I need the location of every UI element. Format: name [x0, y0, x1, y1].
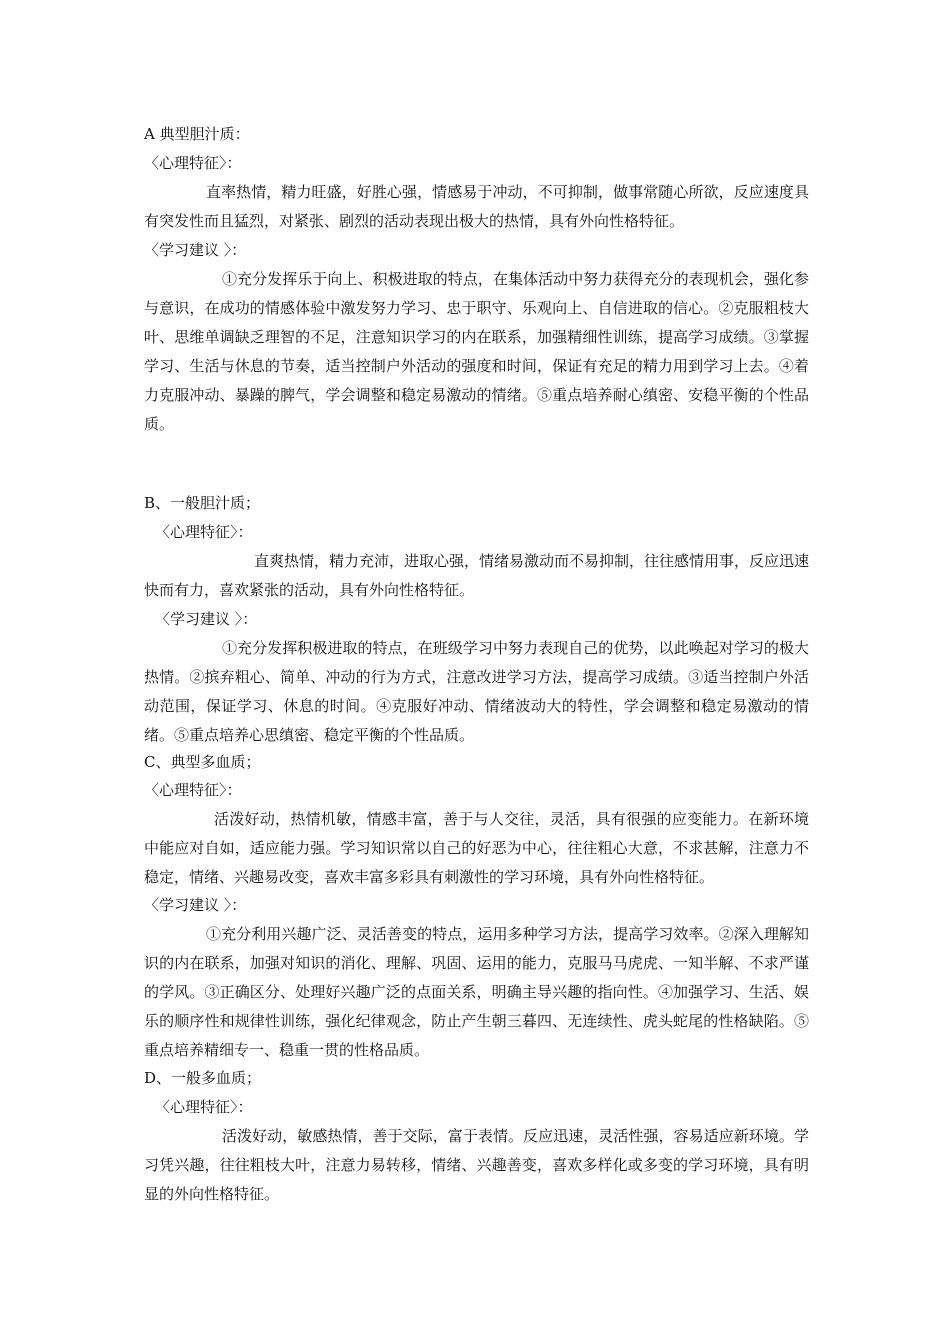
section-d-traits-text: 活泼好动，敏感热情，善于交际，富于表情。反应迅速，灵活性强，容易适应新环境。学习凭兴趣，往往粗枝大叶，注意力易转移，情绪、兴趣善变，喜欢多样化或多变的学习环境，具有明显的外向性格特征。 — [144, 1127, 809, 1203]
section-a-traits-text: 直率热情，精力旺盛，好胜心强，情感易于冲动，不可抑制，做事常随心所欲，反应速度具有突发性而且猛烈，对紧张、剧烈的活动表现出极大的热情，具有外向性格特征。 — [144, 183, 809, 230]
section-a-advice-label: 〈学习建议 〉： — [144, 241, 247, 259]
section-a-traits-label: 〈心理特征〉： — [144, 154, 242, 172]
section-b-heading: B、一般胆汁质； — [144, 494, 261, 512]
section-b-advice-text: ①充分发挥积极进取的特点，在班级学习中努力表现自己的优势，以此唤起对学习的极大热情。②摈弃粗心、简单、冲动的行为方式，注意改进学习方法，提高学习成绩。③适当控制户外活动范围，保证学习、休息的时间。④克服好冲动、情绪波动大的特性，学会调整和稳定易激动的情绪。⑤重点培养心思缜密、稳定平衡的个性品质。 — [144, 639, 809, 744]
section-b-advice-label: 〈学习建议 〉： — [155, 610, 258, 628]
section-c-heading: C、典型多血质； — [144, 753, 261, 771]
section-c-advice-text: ①充分利用兴趣广泛、灵活善变的特点，运用多种学习方法，提高学习效率。②深入理解知识的内在联系，加强对知识的消化、理解、巩固、运用的能力，克服马马虎虎、一知半解、不求严谨的学风。③正确区分、处理好兴趣广泛的点面关系，明确主导兴趣的指向性。④加强学习、生活、娱乐的顺序性和规律性训练，强化纪律观念，防止产生朝三暮四、无连续性、虎头蛇尾的性格缺陷。⑤重点培养精细专一、稳重一贯的性格品质。 — [144, 925, 809, 1059]
section-c-traits-text: 活泼好动，热情机敏，情感丰富，善于与人交往，灵活，具有很强的应变能力。在新环境中能应对自如，适应能力强。学习知识常以自己的好恶为中心，往往粗心大意，不求甚解，注意力不稳定，情绪、兴趣易改变，喜欢丰富多彩具有刺激性的学习环境，具有外向性格特征。 — [144, 810, 809, 886]
section-a-heading: A 典型胆汁质： — [144, 125, 250, 143]
section-c-traits-label: 〈心理特征〉： — [144, 781, 242, 799]
section-b-traits-label: 〈心理特征〉： — [155, 523, 253, 541]
section-b-traits-text: 直爽热情，精力充沛，进取心强，情绪易激动而不易抑制，往往感情用事，反应迅速快而有力，喜欢紧张的活动，具有外向性格特征。 — [144, 552, 810, 599]
section-a-advice-text: ①充分发挥乐于向上、积极进取的特点，在集体活动中努力获得充分的表现机会，强化参与意识，在成功的情感体验中激发努力学习、忠于职守、乐观向上、自信进取的信心。②克服粗枝大叶、思维单调缺乏理智的不足，注意知识学习的内在联系，加强精细性训练，提高学习成绩。③掌握学习、生活与休息的节奏，适当控制户外活动的强度和时间，保证有充足的精力用到学习上去。④着力克服冲动、暴躁的脾气，学会调整和稳定易激动的情绪。⑤重点培养耐心缜密、安稳平衡的个性品质。 — [144, 270, 809, 433]
section-c-advice-label: 〈学习建议 〉： — [144, 896, 247, 914]
section-d-heading: D、一般多血质； — [144, 1069, 262, 1087]
section-d-traits-label: 〈心理特征〉： — [155, 1098, 253, 1116]
